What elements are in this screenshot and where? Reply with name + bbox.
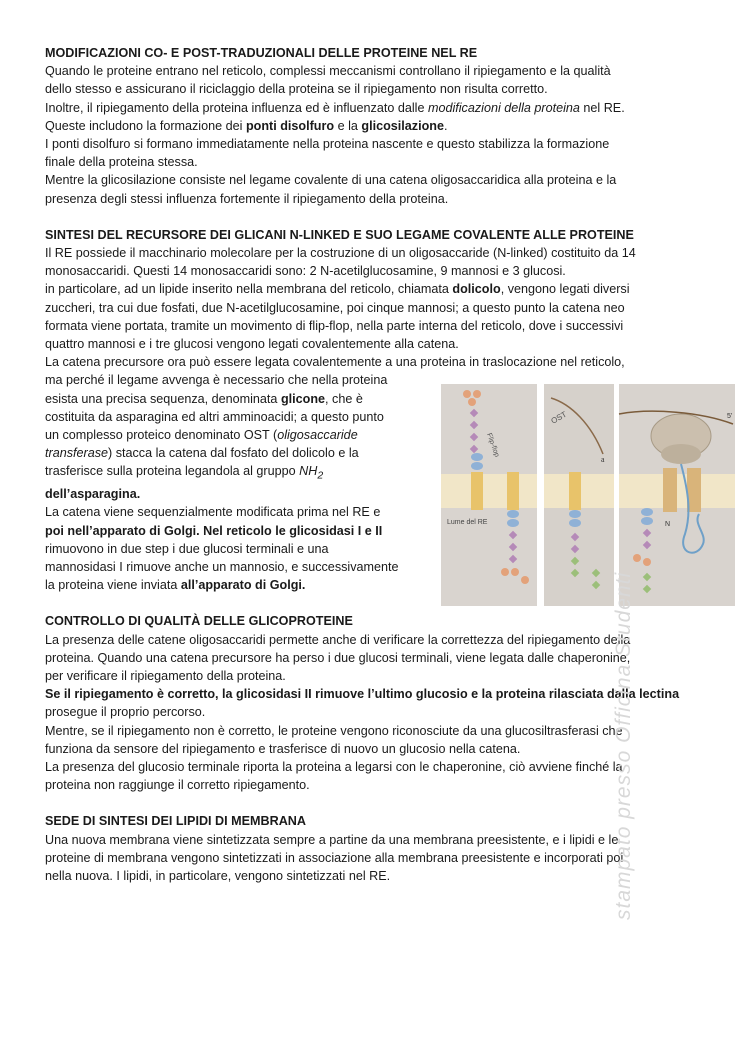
- glycosylation-figure: [441, 384, 735, 606]
- paragraph-line: proteine di membrana vengono sintetizzati in associazione alla membrana preesistente e incorporati poi: [45, 850, 624, 865]
- paragraph-line: proteina. Quando una catena precursore ha perso i due glucosi terminali, viene legata dalle chaperonine,: [45, 650, 631, 665]
- paragraph-line: funziona da sensore del ripiegamento e trasferisce di nuovo un glucosio nella catena.: [45, 741, 521, 756]
- paragraph-line: mannosidasi I rimuove anche un mannosio, e successivamente: [45, 560, 399, 574]
- section-title-glycan-synthesis: SINTESI DEL RECURSORE DEI GLICANI N-LINKED E SUO LEGAME COVALENTE ALLE PROTEINE: [45, 227, 634, 242]
- paragraph-line: poi nell’apparato di Golgi. Nel reticolo le glicosidasi I e II: [45, 523, 383, 538]
- paragraph-line: presenza degli stessi influenza fortemente il ripiegamento della proteina.: [45, 191, 449, 206]
- paragraph-line: Mentre, se il ripiegamento non è corretto, le proteine vengono riconosciute da una glucosiltrasferasi che: [45, 723, 623, 738]
- paragraph-line: I ponti disolfuro si formano immediatamente nella proteina nascente e questo stabilizza la formazione: [45, 137, 610, 152]
- section-title-quality-control: CONTROLLO DI QUALITÀ DELLE GLICOPROTEINE: [45, 614, 353, 629]
- paragraph-line: Queste includono la formazione dei ponti disolfuro e la glicosilazione.: [45, 118, 448, 133]
- paragraph-line: esista una precisa sequenza, denominata glicone, che è: [45, 391, 363, 406]
- paragraph-line: per verificare il ripiegamento della proteina.: [45, 669, 286, 684]
- section-title-modifications: MODIFICAZIONI CO- E POST-TRADUZIONALI DELLE PROTEINE NEL RE: [45, 46, 478, 60]
- paragraph-line: La catena precursore ora può essere legata covalentemente a una proteina in traslocazione nel reticolo,: [45, 355, 625, 370]
- paragraph-line: Inoltre, il ripiegamento della proteina influenza ed è influenzato dalle modificazioni della proteina nel RE.: [45, 100, 625, 115]
- ribosome-small-subunit: [661, 444, 701, 464]
- paragraph-line: prosegue il proprio percorso.: [45, 705, 206, 720]
- paragraph-line: La catena viene sequenzialmente modificata prima nel RE e: [45, 505, 381, 520]
- paragraph-line: finale della proteina stessa.: [45, 155, 198, 170]
- watermark: stampato presso Officina Studenti: [612, 571, 635, 920]
- paragraph-line: proteina non raggiunge il corretto ripiegamento.: [45, 778, 310, 793]
- section-title-membrane-lipids: SEDE DI SINTESI DEI LIPIDI DI MEMBRANA: [45, 814, 306, 829]
- paragraph-line: in particolare, ad un lipide inserito nella membrana del reticolo, chiamata dolicolo, vengono legati diversi: [45, 282, 630, 297]
- paragraph-line: costituita da asparagina ed altri amminoacidi; a questo punto: [45, 409, 384, 424]
- paragraph-line: zuccheri, tra cui due fosfati, due N-acetilglucosamine, poi cinque mannosi; a questo punto la catena neo: [45, 300, 625, 315]
- paragraph-line: monosaccaridi. Questi 14 monosaccaridi sono: 2 N-acetilglucosamine, 9 mannosi e 3 glucosi.: [45, 264, 566, 279]
- membrane-bilayer: [441, 468, 735, 512]
- paragraph-line: transferase) stacca la catena dal fosfato del dolicolo e la: [45, 446, 359, 461]
- ost-label-panel2: OST: [549, 409, 569, 426]
- paragraph-line: formata viene portata, tramite un movimento di flip-flop, nella parte interna del reticolo, dove i successivi: [45, 318, 624, 333]
- paragraph-line: la proteina viene inviata all’apparato di Golgi.: [45, 578, 306, 593]
- paragraph-line: La presenza delle catene oligosaccaridi permette anche di verificare la correttezza del ripiegamento della: [45, 632, 631, 647]
- text-beside-figure: [45, 371, 420, 594]
- paragraph-line: Quando le proteine entrano nel reticolo, complessi meccanismi controllano il ripiegamento e la qualità: [45, 64, 611, 79]
- paragraph-line: rimuovono in due step i due glucosi terminali e una: [45, 541, 329, 556]
- paragraph-line: La presenza del glucosio terminale riporta la proteina a legarsi con le chaperonine, ciò avviene finché la: [45, 760, 623, 775]
- paragraph-line: dell’asparagina.: [45, 487, 141, 502]
- paragraph-line: un complesso proteico denominato OST (oligosaccaride: [45, 428, 358, 443]
- paragraph-line: Se il ripiegamento è corretto, la glicosidasi II rimuove l’ultimo glucosio e la proteina rilasciata dalla lectina: [45, 687, 680, 702]
- paragraph-line: quattro mannosi e i tre glucosi vengono legati covalentemente alla catena.: [45, 337, 459, 352]
- paragraph-line: trasferisce sulla proteina legandola al gruppo $NH_2$: [45, 464, 324, 482]
- n-terminus-label: N: [665, 521, 671, 528]
- paragraph-line: ma perché il legame avvenga è necessario che nella proteina: [45, 373, 388, 388]
- paragraph-line: Il RE possiede il macchinario molecolare per la costruzione di un oligosaccaride (N-linked) costituito da 14: [45, 246, 636, 261]
- paragraph-line: Mentre la glicosilazione consiste nel legame covalente di una catena oligosaccaridica alla proteina e la: [45, 173, 617, 188]
- flip-flop-label: Flip-flop: [485, 432, 501, 459]
- paragraph-line: nella nuova. I lipidi, in particolare, vengono sintetizzati nel RE.: [45, 869, 391, 884]
- paragraph-line: Una nuova membrana viene sintetizzata sempre a partine da una membrana preesistente, e i lipidi e le: [45, 832, 619, 847]
- a-label: a: [601, 455, 605, 464]
- paragraph-line: dello stesso e assicurano il riciclaggio della proteina se il ripiegamento non risulta corretto.: [45, 82, 548, 97]
- lumen-label: Lume del RE: [447, 519, 488, 526]
- five-prime-label: 5': [727, 413, 733, 420]
